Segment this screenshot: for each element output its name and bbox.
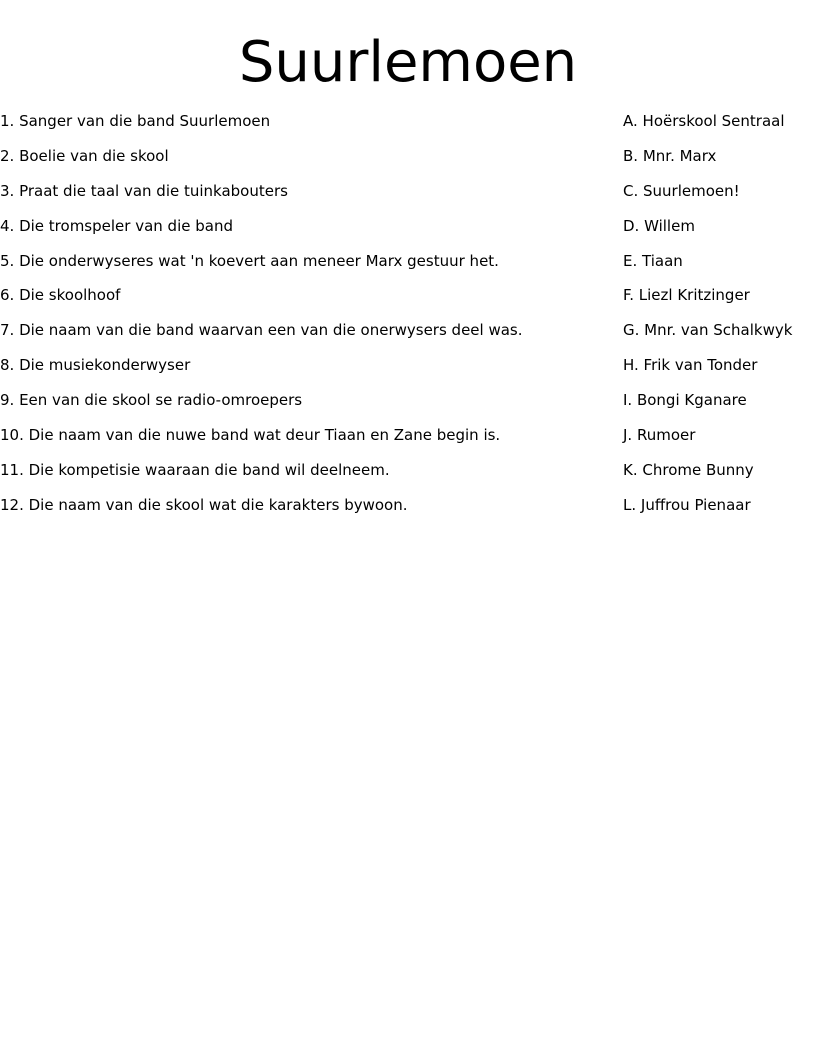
clue-item: 7. Die naam van die band waarvan een van die onerwysers deel was. (0, 321, 523, 340)
clue-item: 10. Die naam van die nuwe band wat deur Tiaan en Zane begin is. (0, 426, 501, 445)
clue-item: 1. Sanger van die band Suurlemoen (0, 112, 271, 130)
clue-item: 11. Die kompetisie waaraan die band wil deelneem. (0, 460, 390, 479)
answer-item: E. Tiaan (623, 251, 683, 270)
answer-item: B. Mnr. Marx (623, 146, 717, 165)
clue-item: 2. Boelie van die skool (0, 146, 169, 165)
answer-item: F. Liezl Kritzinger (623, 286, 750, 305)
answer-item: H. Frik van Tonder (623, 356, 758, 375)
clue-item: 3. Praat die taal van die tuinkabouters (0, 181, 288, 200)
answer-item: J. Rumoer (623, 426, 696, 445)
clue-item: 6. Die skoolhoof (0, 286, 121, 305)
clue-item: 9. Een van die skool se radio-omroepers (0, 391, 303, 410)
answer-list (623, 111, 813, 530)
answer-item: K. Chrome Bunny (623, 460, 754, 479)
clue-item: 8. Die musiekonderwyser (0, 356, 191, 375)
answer-item: D. Willem (623, 216, 695, 235)
answer-item: G. Mnr. van Schalkwyk (623, 321, 793, 340)
answer-item: C. Suurlemoen! (623, 181, 740, 200)
clue-item: 5. Die onderwyseres wat 'n koevert aan meneer Marx gestuur het. (0, 251, 499, 270)
answer-item: A. Hoërskool Sentraal (623, 112, 785, 130)
page-title: Suurlemoen (238, 30, 578, 95)
clue-list (0, 111, 600, 530)
clue-item: 12. Die naam van die skool wat die karakters bywoon. (0, 495, 408, 514)
answer-item: L. Juffrou Pienaar (623, 495, 751, 514)
answer-item: I. Bongi Kganare (623, 391, 747, 410)
clue-item: 4. Die tromspeler van die band (0, 216, 233, 235)
